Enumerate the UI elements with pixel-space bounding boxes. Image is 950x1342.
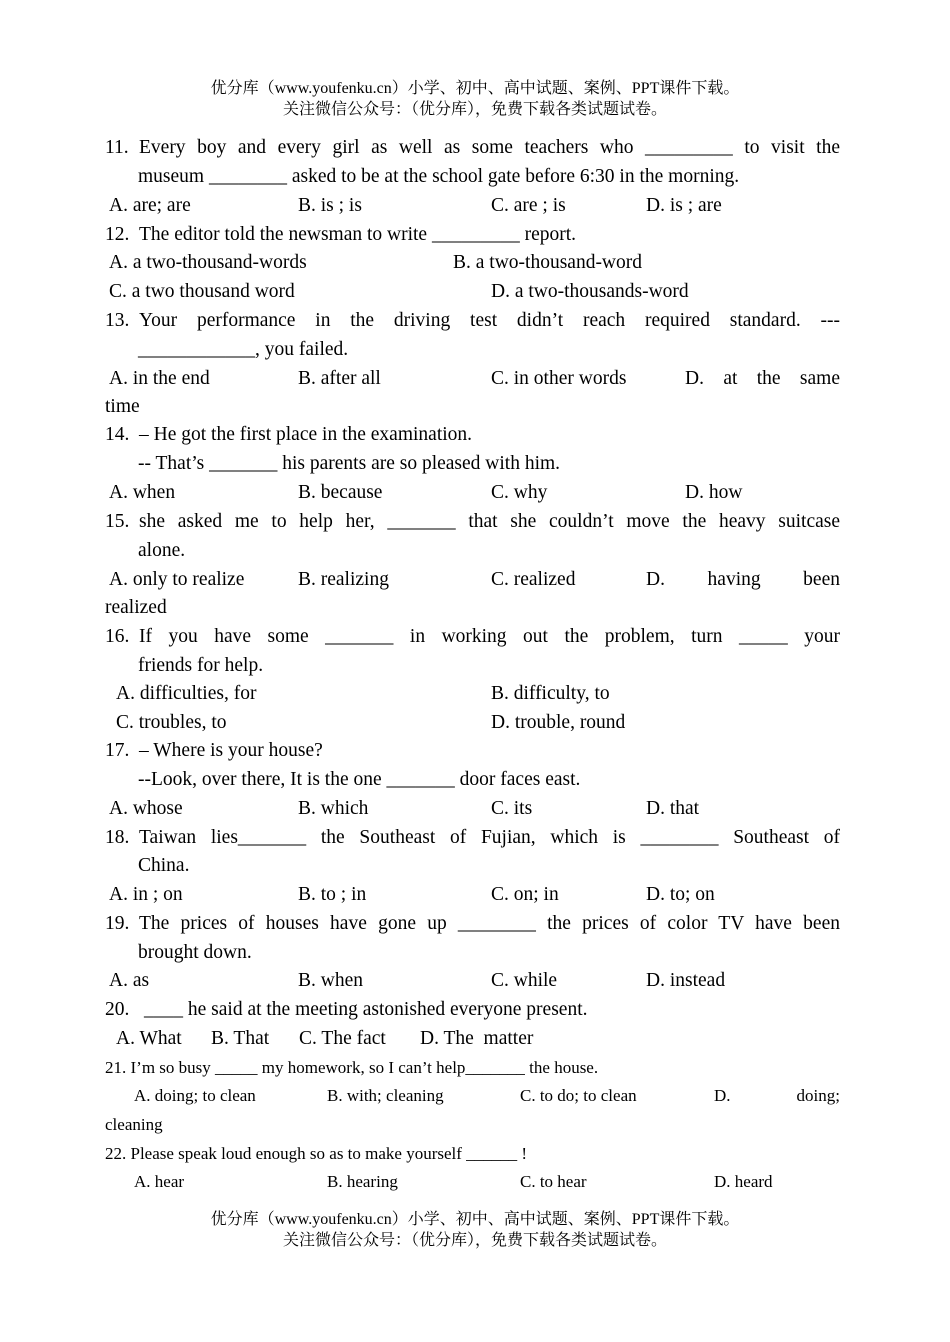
- question-11: [105, 133, 840, 162]
- option-d: D. heard: [714, 1172, 773, 1191]
- option-c: C. realized: [491, 569, 576, 590]
- option-d: D. a two-thousands-word: [491, 281, 689, 302]
- question-text-cont: friends for help.: [138, 655, 264, 676]
- question-18: [105, 823, 840, 852]
- option-c: C. troubles, to: [116, 712, 227, 733]
- question-20: [105, 995, 840, 1024]
- question-text-cont: brought down.: [138, 942, 252, 963]
- option-a: A. a two-thousand-words: [109, 252, 307, 273]
- option-c: C. a two thousand word: [109, 281, 295, 302]
- option-a: A. difficulties, for: [116, 683, 257, 704]
- question-text: I’m so busy _____ my homework, so I can’t help_______ the house.: [130, 1058, 599, 1077]
- option-b: B. hearing: [327, 1172, 398, 1191]
- option-d: D. how: [685, 482, 743, 503]
- option-c: C. while: [491, 970, 558, 991]
- option-a: A. in the end: [109, 368, 210, 389]
- option-b: B. difficulty, to: [491, 683, 610, 704]
- question-number: 19.: [105, 913, 130, 934]
- question-number: 18.: [105, 827, 130, 848]
- option-d: D. is ; are: [646, 195, 722, 216]
- question-text: she asked me to help her, _______ that she couldn’t move the heavy suitcase: [139, 511, 840, 532]
- question-number: 15.: [105, 511, 130, 532]
- option-d-wrap: cleaning: [105, 1115, 163, 1134]
- question-number: 12.: [105, 224, 130, 245]
- question-number: 21.: [105, 1058, 127, 1077]
- question-16: [105, 622, 840, 651]
- question-number: 14.: [105, 424, 130, 445]
- question-15: [105, 507, 840, 536]
- option-d-wrap: time: [105, 396, 140, 417]
- option-a: A. whose: [109, 798, 183, 819]
- option-d: D. trouble, round: [491, 712, 626, 733]
- option-a: A. when: [109, 482, 176, 503]
- option-a: A. as: [109, 970, 150, 991]
- question-22: [105, 1139, 840, 1168]
- question-text: ____ he said at the meeting astonished everyone present.: [144, 999, 588, 1020]
- option-c: C. are ; is: [491, 195, 566, 216]
- option-d: D. to; on: [646, 884, 715, 905]
- option-c: C. why: [491, 482, 548, 503]
- option-c: C. in other words: [491, 368, 627, 389]
- question-text-cont: --Look, over there, It is the one _______ door faces east.: [138, 769, 581, 790]
- question-text-cont: -- That’s _______ his parents are so pleased with him.: [138, 453, 561, 474]
- question-19: [105, 909, 840, 938]
- question-text: The editor told the newsman to write _________ report.: [139, 224, 577, 245]
- question-text-cont: museum ________ asked to be at the school gate before 6:30 in the morning.: [138, 166, 740, 187]
- question-text: The prices of houses have gone up ________ the prices of color TV have been: [139, 913, 840, 934]
- option-d: D. having been: [646, 569, 840, 590]
- question-13: [105, 306, 840, 335]
- question-text: Every boy and every girl as well as some teachers who _________ to visit the: [139, 137, 840, 158]
- option-a: A. only to realize: [109, 569, 245, 590]
- option-b: B. with; cleaning: [327, 1086, 444, 1105]
- question-text-cont: alone.: [138, 540, 186, 561]
- option-b: B. because: [298, 482, 383, 503]
- option-c: C. its: [491, 798, 533, 819]
- option-b: B. which: [298, 798, 369, 819]
- question-number: 20.: [105, 999, 130, 1020]
- footer-line-1: 优分库（www.youfenku.cn）小学、初中、高中试题、案例、PPT课件下载。: [210, 1211, 740, 1228]
- question-17: [105, 736, 840, 765]
- option-d: D. instead: [646, 970, 726, 991]
- option-a: A. in ; on: [109, 884, 183, 905]
- option-b: B. is ; is: [298, 195, 362, 216]
- header-line-1: 优分库（www.youfenku.cn）小学、初中、高中试题、案例、PPT课件下载。: [210, 80, 740, 97]
- option-c: C. to do; to clean: [520, 1086, 637, 1105]
- question-text: Your performance in the driving test didn’t reach required standard. ---: [139, 310, 840, 331]
- option-c: C. to hear: [520, 1172, 587, 1191]
- question-text-cont: ____________, you failed.: [138, 339, 349, 360]
- header-line-2: 关注微信公众号：（优分库），免费下载各类试题试卷。: [282, 101, 667, 118]
- question-text: If you have some _______ in working out the problem, turn _____ your: [139, 626, 840, 647]
- question-text: – Where is your house?: [139, 740, 323, 761]
- option-c: C. on; in: [491, 884, 559, 905]
- question-14: [105, 420, 840, 449]
- question-text: Taiwan lies_______ the Southeast of Fujian, which is ________ Southeast of: [139, 827, 840, 848]
- question-number: 22.: [105, 1144, 127, 1163]
- option-a: A. hear: [134, 1172, 185, 1191]
- question-number: 11.: [105, 137, 129, 158]
- option-a: A. What: [116, 1028, 182, 1049]
- question-text: Please speak loud enough so as to make yourself ______ !: [130, 1144, 528, 1163]
- option-b: B. a two-thousand-word: [453, 252, 643, 273]
- option-b: B. realizing: [298, 569, 389, 590]
- question-number: 17.: [105, 740, 130, 761]
- option-b: B. to ; in: [298, 884, 367, 905]
- option-c: C. The fact: [299, 1028, 386, 1049]
- question-number: 16.: [105, 626, 130, 647]
- option-d-wrap: realized: [105, 597, 167, 618]
- footer-line-2: 关注微信公众号：（优分库），免费下载各类试题试卷。: [282, 1232, 667, 1249]
- option-d: D. doing;: [714, 1086, 840, 1105]
- option-d: D. that: [646, 798, 700, 819]
- question-text: – He got the first place in the examination.: [139, 424, 473, 445]
- option-a: A. doing; to clean: [134, 1086, 256, 1105]
- option-b: B. That: [211, 1028, 270, 1049]
- question-number: 13.: [105, 310, 130, 331]
- question-text-cont: China.: [138, 855, 190, 876]
- option-b: B. after all: [298, 368, 381, 389]
- option-a: A. are; are: [109, 195, 191, 216]
- question-12: [105, 220, 840, 249]
- option-d: D. The matter: [420, 1028, 534, 1049]
- option-b: B. when: [298, 970, 363, 991]
- option-d: D. at the same: [685, 368, 840, 389]
- question-21: [105, 1053, 840, 1082]
